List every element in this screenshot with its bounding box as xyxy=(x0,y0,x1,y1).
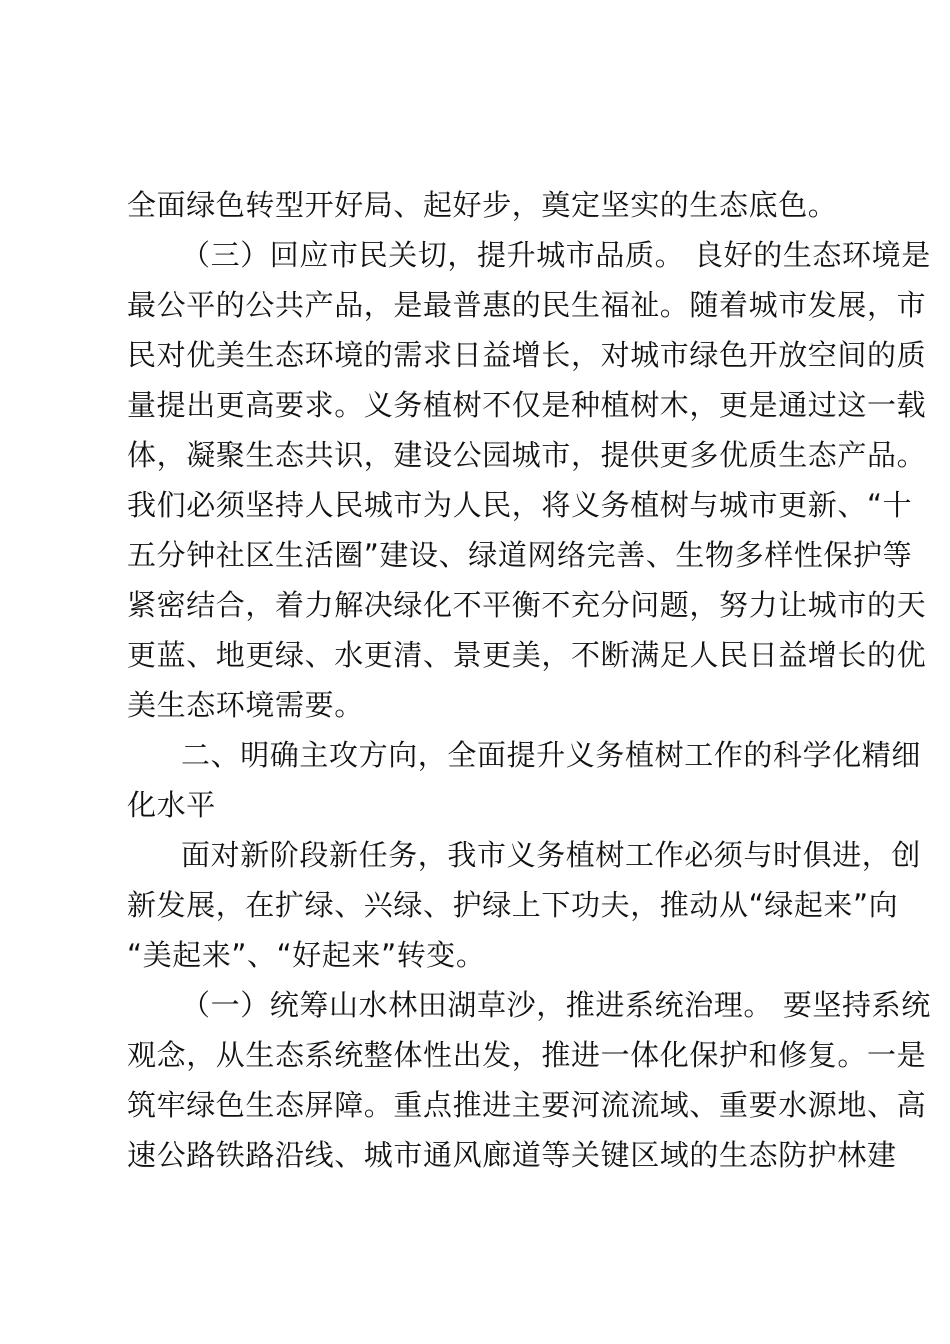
text-line: 量提出更高要求。义务植树不仅是种植树木，更是通过这一载 xyxy=(127,388,927,422)
document-page xyxy=(127,180,931,1180)
section-heading-2-continued: 化水平 xyxy=(127,788,216,822)
text-line: 全面绿色转型开好局、起好步，奠定坚实的生态底色。 xyxy=(127,188,838,222)
text-line: 五分钟社区生活圈”建设、绿道网络完善、生物多样性保护等 xyxy=(127,538,913,572)
text-line: 美生态环境需要。 xyxy=(127,688,364,722)
text-line: 体，凝聚生态共识，建设公园城市，提供更多优质生态产品。 xyxy=(127,438,927,472)
text-line: 紧密结合，着力解决绿化不平衡不充分问题，努力让城市的天 xyxy=(127,588,927,622)
text-line: 新发展，在扩绿、兴绿、护绿上下功夫，推动从“绿起来”向 xyxy=(127,888,899,922)
text-line: “美起来”、“好起来”转变。 xyxy=(127,938,486,972)
text-line: 筑牢绿色生态屏障。重点推进主要河流流域、重要水源地、高 xyxy=(127,1088,927,1122)
text-line: 速公路铁路沿线、城市通风廊道等关键区域的生态防护林建 xyxy=(127,1138,897,1172)
text-line: 最公平的公共产品，是最普惠的民生福祉。随着城市发展，市 xyxy=(127,288,927,322)
text-line: 更蓝、地更绿、水更清、景更美，不断满足人民日益增长的优 xyxy=(127,638,927,672)
text-line: 观念，从生态系统整体性出发，推进一体化保护和修复。一是 xyxy=(127,1038,927,1072)
text-line: 民对优美生态环境的需求日益增长，对城市绿色开放空间的质 xyxy=(127,338,927,372)
paragraph-start: 面对新阶段新任务，我市义务植树工作必须与时俱进，创 xyxy=(181,838,922,872)
text-line: 我们必须坚持人民城市为人民，将义务植树与城市更新、“十 xyxy=(127,488,913,522)
section-heading-3: （三）回应市民关切，提升城市品质。 良好的生态环境是 xyxy=(181,238,931,272)
section-heading-2: 二、明确主攻方向，全面提升义务植树工作的科学化精细 xyxy=(181,738,922,772)
subsection-heading-1: （一）统筹山水林田湖草沙，推进系统治理。 要坚持系统 xyxy=(181,988,931,1022)
